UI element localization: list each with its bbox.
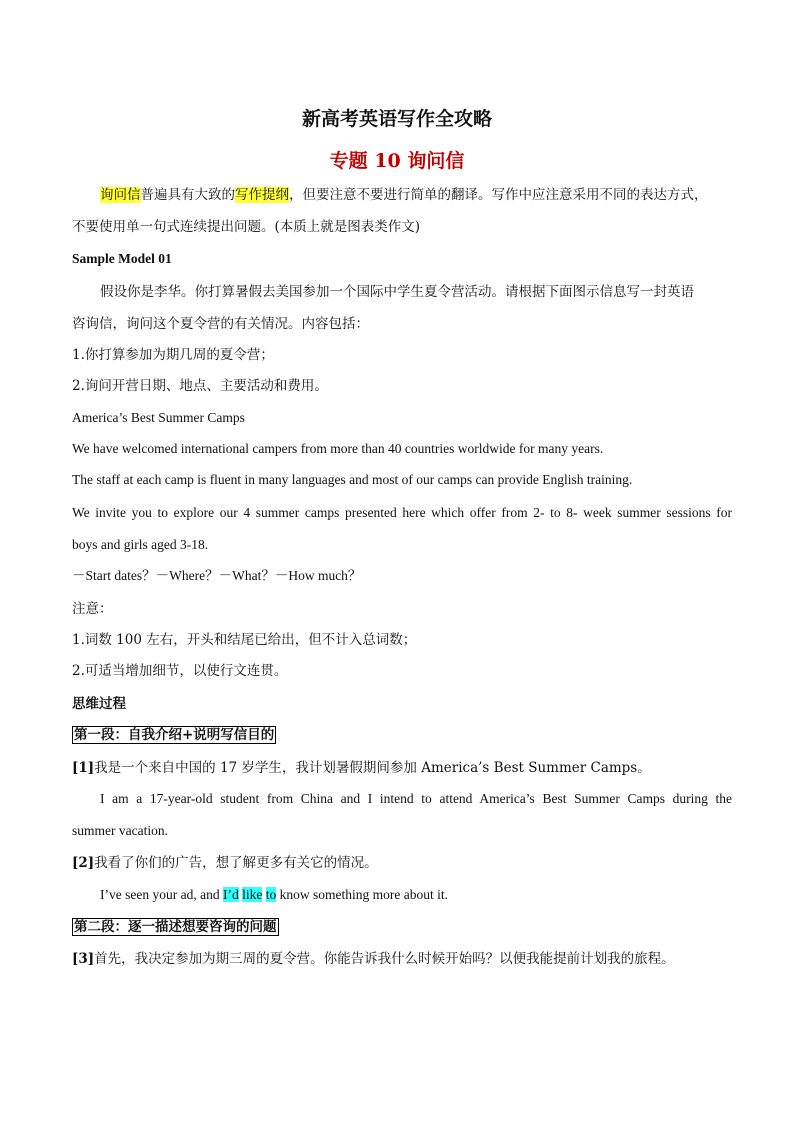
- sentence-2-tag: [2]: [72, 855, 95, 871]
- highlight-id: I’d: [222, 887, 239, 902]
- ad-line-1: We have welcomed international campers from more than 40 countries worldwide for many years.: [72, 441, 604, 456]
- sentence-1-en-line-1: I am a 17-year-old student from China and I intend to attend America’s Best Summer Camps during the: [100, 791, 732, 806]
- highlight-outline: 写作提纲: [235, 187, 289, 203]
- ad-line-3: We invite you to explore our 4 summer camps presented here which offer from 2- to 8- week summer sessions for: [72, 505, 732, 520]
- ad-line-4: boys and girls aged 3-18.: [72, 537, 209, 552]
- sentence-2-en: I’ve seen your ad, and I’d like to know something more about it.: [100, 887, 448, 902]
- paragraph-1-heading-row: [72, 725, 732, 745]
- task-line-1: 假设你是李华。你打算暑假去美国参加一个国际中学生夏令营活动。请根据下面图示信息写一封英语: [100, 284, 694, 300]
- highlight-like: like: [242, 887, 263, 902]
- task-point-2: 2.询问开营日期、地点、主要活动和费用。: [72, 378, 328, 394]
- highlight-to: to: [265, 887, 277, 902]
- sentence-2-cn: [2]我看了你们的广告，想了解更多有关它的情况。: [72, 855, 378, 871]
- sentence-3-tag: [3]: [72, 951, 95, 967]
- sentence-1-tag: [1]: [72, 760, 95, 776]
- task-point-1: 1.你打算参加为期几周的夏令营；: [72, 347, 274, 363]
- paragraph-2-heading: 第二段：逐一描述想要咨询的问题: [74, 919, 277, 935]
- paragraph-2-heading-row: [72, 917, 732, 937]
- note-1: 1.词数 100 左右，开头和结尾已给出，但不计入总词数；: [72, 632, 417, 648]
- sample-model-heading: Sample Model 01: [72, 251, 172, 266]
- thinking-heading: 思维过程: [72, 696, 126, 712]
- ad-line-2: The staff at each camp is fluent in many languages and most of our camps can provide English training.: [72, 472, 633, 487]
- paragraph-1-heading: 第一段：自我介绍+说明写信目的: [74, 727, 275, 743]
- sentence-3-cn: [3]首先，我决定参加为期三周的夏令营。你能告诉我什么时候开始吗？以便我能提前计划我的旅程。: [72, 951, 675, 967]
- sentence-1-en-line-2: summer vacation.: [72, 823, 168, 838]
- ad-title: America’s Best Summer Camps: [72, 410, 245, 425]
- intro-line-1: 询问信普遍具有大致的写作提纲，但要注意不要进行简单的翻译。写作中应注意采用不同的表达方式，: [100, 187, 708, 203]
- topic-subtitle: 专题 10 询问信: [329, 150, 465, 172]
- highlight-inquiry-letter: 询问信: [100, 187, 141, 203]
- ad-questions: －Start dates？－Where？－What？－How much？: [72, 568, 362, 583]
- notes-label: 注意：: [72, 601, 113, 617]
- document-title: 新高考英语写作全攻略: [301, 108, 492, 130]
- task-line-2: 咨询信，询问这个夏令营的有关情况。内容包括：: [72, 316, 369, 332]
- intro-line-2: 不要使用单一句式连续提出问题。(本质上就是图表类作文): [72, 219, 421, 235]
- note-2: 2.可适当增加细节，以使行文连贯。: [72, 663, 288, 679]
- sentence-1-cn: [1]我是一个来自中国的 17 岁学生，我计划暑假期间参加 America’s Best Summer Camps。: [72, 760, 651, 776]
